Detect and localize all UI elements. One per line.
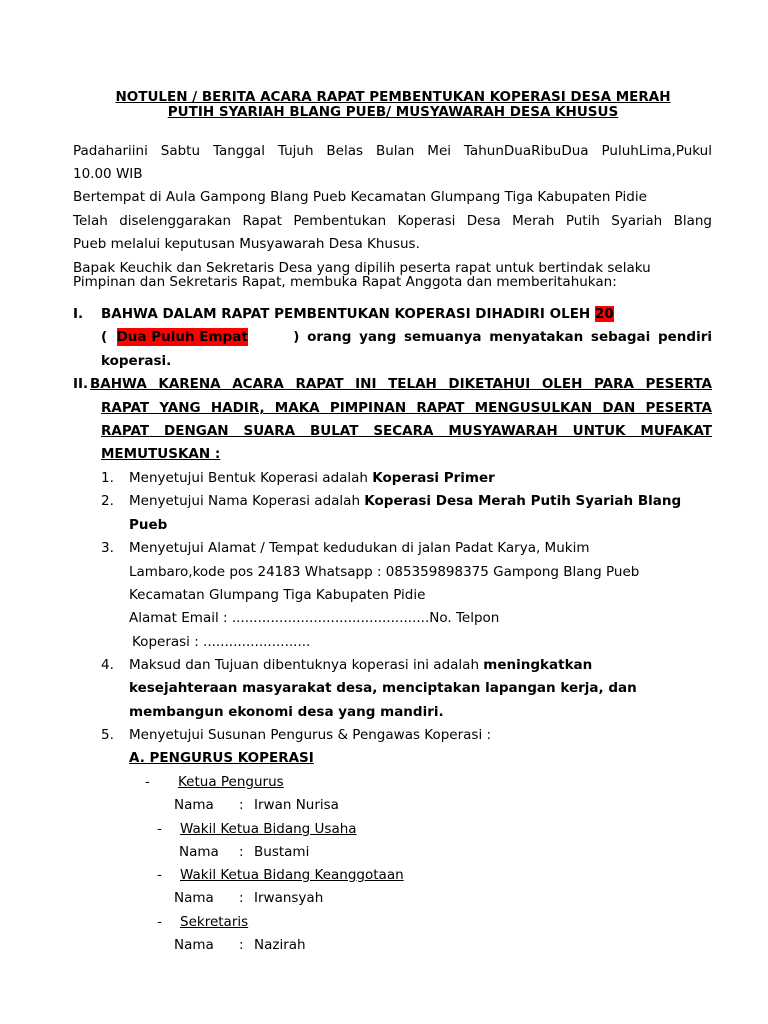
item-1-text: Menyetujui Bentuk Koperasi adalah xyxy=(129,470,373,486)
section-1-number: I. xyxy=(73,306,84,322)
pengurus-heading: A. PENGURUS KOPERASI xyxy=(129,750,314,766)
member-name: Nazirah xyxy=(254,937,306,953)
role-dash: - xyxy=(157,867,162,883)
section-2-line-3: RAPAT DENGAN SUARA BULAT SECARA MUSYAWARAH UNTUK MUFAKAT xyxy=(101,423,712,439)
item-5-number: 5. xyxy=(101,727,114,743)
item-4-line-2: kesejahteraan masyarakat desa, menciptakan lapangan kerja, dan xyxy=(129,680,637,696)
name-colon: : xyxy=(239,797,244,813)
intro-line-3: Bertempat di Aula Gampong Blang Pueb Kecamatan Glumpang Tiga Kabupaten Pidie xyxy=(73,189,647,205)
member-name: Irwansyah xyxy=(254,890,324,906)
section-2-number: II. xyxy=(73,376,89,392)
intro-line-1: Padahariini Sabtu Tanggal Tujuh Belas Bulan Mei TahunDuaRibuDua PuluhLima,Pukul xyxy=(73,143,712,159)
intro-line-5: Pueb melalui keputusan Musyawarah Desa Khusus. xyxy=(73,236,420,252)
item-3-phone: Koperasi : ......................... xyxy=(132,634,311,650)
item-4-text: Maksud dan Tujuan dibentuknya koperasi ini adalah xyxy=(129,657,484,673)
intro-line-7: Pimpinan dan Sekretaris Rapat, membuka Rapat Anggota dan memberitahukan: xyxy=(73,274,617,290)
item-1-value: Koperasi Primer xyxy=(372,470,495,486)
role-dash: - xyxy=(157,821,162,837)
attendee-count: 20 xyxy=(594,306,614,322)
item-4 xyxy=(129,656,592,674)
doc-title-line-2: PUTIH SYARIAH BLANG PUEB/ MUSYAWARAH DESA KHUSUS xyxy=(167,104,619,120)
item-4-number: 4. xyxy=(101,657,114,673)
item-2-number: 2. xyxy=(101,493,114,509)
role-dash: - xyxy=(145,774,150,790)
item-3-line-3: Kecamatan Glumpang Tiga Kabupaten Pidie xyxy=(129,587,426,603)
member-name: Bustami xyxy=(254,844,310,860)
intro-line-2: 10.00 WIB xyxy=(73,166,143,182)
section-1-line-1 xyxy=(101,305,614,323)
section-1-line-2 xyxy=(101,328,712,346)
name-colon: : xyxy=(239,890,244,906)
role-dash: - xyxy=(157,914,162,930)
open-paren: ( xyxy=(101,329,108,345)
name-label: Nama xyxy=(174,797,214,813)
item-2-text: Menyetujui Nama Koperasi adalah xyxy=(129,493,365,509)
section-1-text: BAHWA DALAM RAPAT PEMBENTUKAN KOPERASI DIHADIRI OLEH xyxy=(101,306,591,322)
section-1-line-3: koperasi. xyxy=(101,353,172,369)
item-4-value: meningkatkan xyxy=(483,657,593,673)
section-1-line-2-rest: ) orang yang semuanya menyatakan sebagai pendiri xyxy=(293,329,712,345)
intro-line-4: Telah diselenggarakan Rapat Pembentukan Koperasi Desa Merah Putih Syariah Blang xyxy=(73,213,712,229)
name-label: Nama xyxy=(174,937,214,953)
member-name: Irwan Nurisa xyxy=(254,797,339,813)
item-3-line-2: Lambaro,kode pos 24183 Whatsapp : 085359898375 Gampong Blang Pueb xyxy=(129,564,640,580)
item-3-line-1: Menyetujui Alamat / Tempat kedudukan di jalan Padat Karya, Mukim xyxy=(129,540,590,556)
role-title: Wakil Ketua Bidang Usaha xyxy=(180,821,357,837)
doc-title-line-1: NOTULEN / BERITA ACARA RAPAT PEMBENTUKAN KOPERASI DESA MERAH xyxy=(115,89,671,105)
name-colon: : xyxy=(239,844,244,860)
item-3-email: Alamat Email : ..............................................No. Telpon xyxy=(129,610,500,626)
role-title: Ketua Pengurus xyxy=(178,774,284,790)
item-5-text: Menyetujui Susunan Pengurus & Pengawas Koperasi : xyxy=(129,727,492,743)
item-2-value: Koperasi Desa Merah Putih Syariah Blang xyxy=(364,493,682,509)
intro-line-6: Bapak Keuchik dan Sekretaris Desa yang dipilih peserta rapat untuk bertindak selaku xyxy=(73,260,651,276)
section-2-line-2: RAPAT YANG HADIR, MAKA PIMPINAN RAPAT MENGUSULKAN DAN PESERTA xyxy=(101,400,712,416)
item-3-number: 3. xyxy=(101,540,114,556)
attendee-count-words: Dua Puluh Empat xyxy=(116,329,248,345)
item-1-number: 1. xyxy=(101,470,114,486)
section-1-line-2-start xyxy=(101,328,248,346)
name-colon: : xyxy=(239,937,244,953)
item-1 xyxy=(129,469,495,487)
section-2-line-1: BAHWA KARENA ACARA RAPAT INI TELAH DIKETAHUI OLEH PARA PESERTA xyxy=(90,376,712,392)
section-2-line-4: MEMUTUSKAN : xyxy=(101,446,221,462)
item-4-line-3: membangun ekonomi desa yang mandiri. xyxy=(129,704,444,720)
role-title: Wakil Ketua Bidang Keanggotaan xyxy=(180,867,404,883)
item-2 xyxy=(129,492,681,510)
item-2-value-cont: Pueb xyxy=(129,517,168,533)
name-label: Nama xyxy=(179,844,219,860)
role-title: Sekretaris xyxy=(180,914,249,930)
name-label: Nama xyxy=(174,890,214,906)
